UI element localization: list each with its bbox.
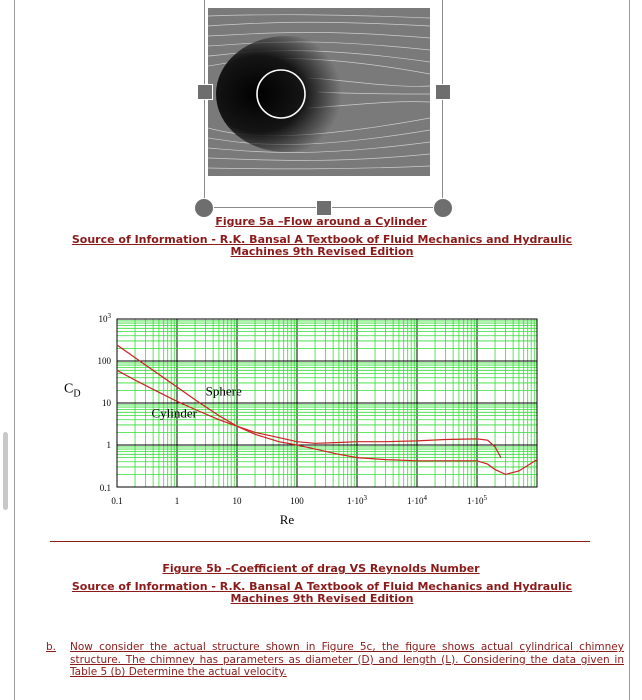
list-marker: b. xyxy=(46,641,57,653)
x-tick-label: $1\cdot 10^4$ xyxy=(407,494,427,506)
flow-around-cylinder-image[interactable] xyxy=(208,8,430,176)
x-tick-label: 1 xyxy=(174,496,180,506)
drag-coefficient-chart xyxy=(0,306,642,536)
y-tick-label: 0.1 xyxy=(99,483,111,493)
selection-border-left xyxy=(204,0,205,207)
resize-handle-bottom-icon[interactable] xyxy=(316,200,332,216)
curve-annotation-sphere: Sphere xyxy=(205,383,242,399)
paragraph-text: Now consider the actual structure shown in Figure 5c, the figure shows actual cylindrical chimney structure. The chimney has parameters as diameter (D) and length (L). Considering the data given in Table 5 (b) Determine the actual velocity. xyxy=(70,641,624,678)
y-tick-label: 100 xyxy=(97,356,111,366)
y-tick-label: $10^3$ xyxy=(98,312,111,324)
streamline-photo xyxy=(208,8,430,176)
resize-handle-right-icon[interactable] xyxy=(435,84,451,100)
y-axis-label: $C_D$ xyxy=(64,381,81,400)
resize-handle-left-icon[interactable] xyxy=(197,84,213,100)
x-tick-label: 0.1 xyxy=(111,496,123,506)
curve-annotation-cylinder: Cylinder xyxy=(151,405,198,421)
x-tick-label: 10 xyxy=(232,496,242,506)
figure-5a-source: Source of Information - R.K. Bansal A Textbook of Fluid Mechanics and Hydraulic Machines 9th Revised Edition xyxy=(71,233,573,258)
y-tick-label: 1 xyxy=(106,440,111,450)
figure-5b-caption: Figure 5b –Coefficient of drag VS Reynolds Number xyxy=(162,562,480,575)
resize-handle-bottom-left-icon[interactable] xyxy=(194,198,214,218)
x-tick-label: $1\cdot 10^5$ xyxy=(467,494,487,506)
section-divider xyxy=(50,541,590,542)
resize-handle-bottom-right-icon[interactable] xyxy=(433,198,453,218)
selection-border-right xyxy=(442,0,443,207)
figure-5a-caption: Figure 5a –Flow around a Cylinder xyxy=(215,215,427,228)
x-tick-label: $1\cdot 10^3$ xyxy=(347,494,367,506)
y-tick-label: 10 xyxy=(102,398,111,408)
x-tick-label: 100 xyxy=(290,496,304,506)
x-axis-label: Re xyxy=(279,512,295,527)
question-paragraph xyxy=(46,641,624,679)
figure-5b-source: Source of Information - R.K. Bansal A Textbook of Fluid Mechanics and Hydraulic Machines 9th Revised Edition xyxy=(71,580,573,605)
